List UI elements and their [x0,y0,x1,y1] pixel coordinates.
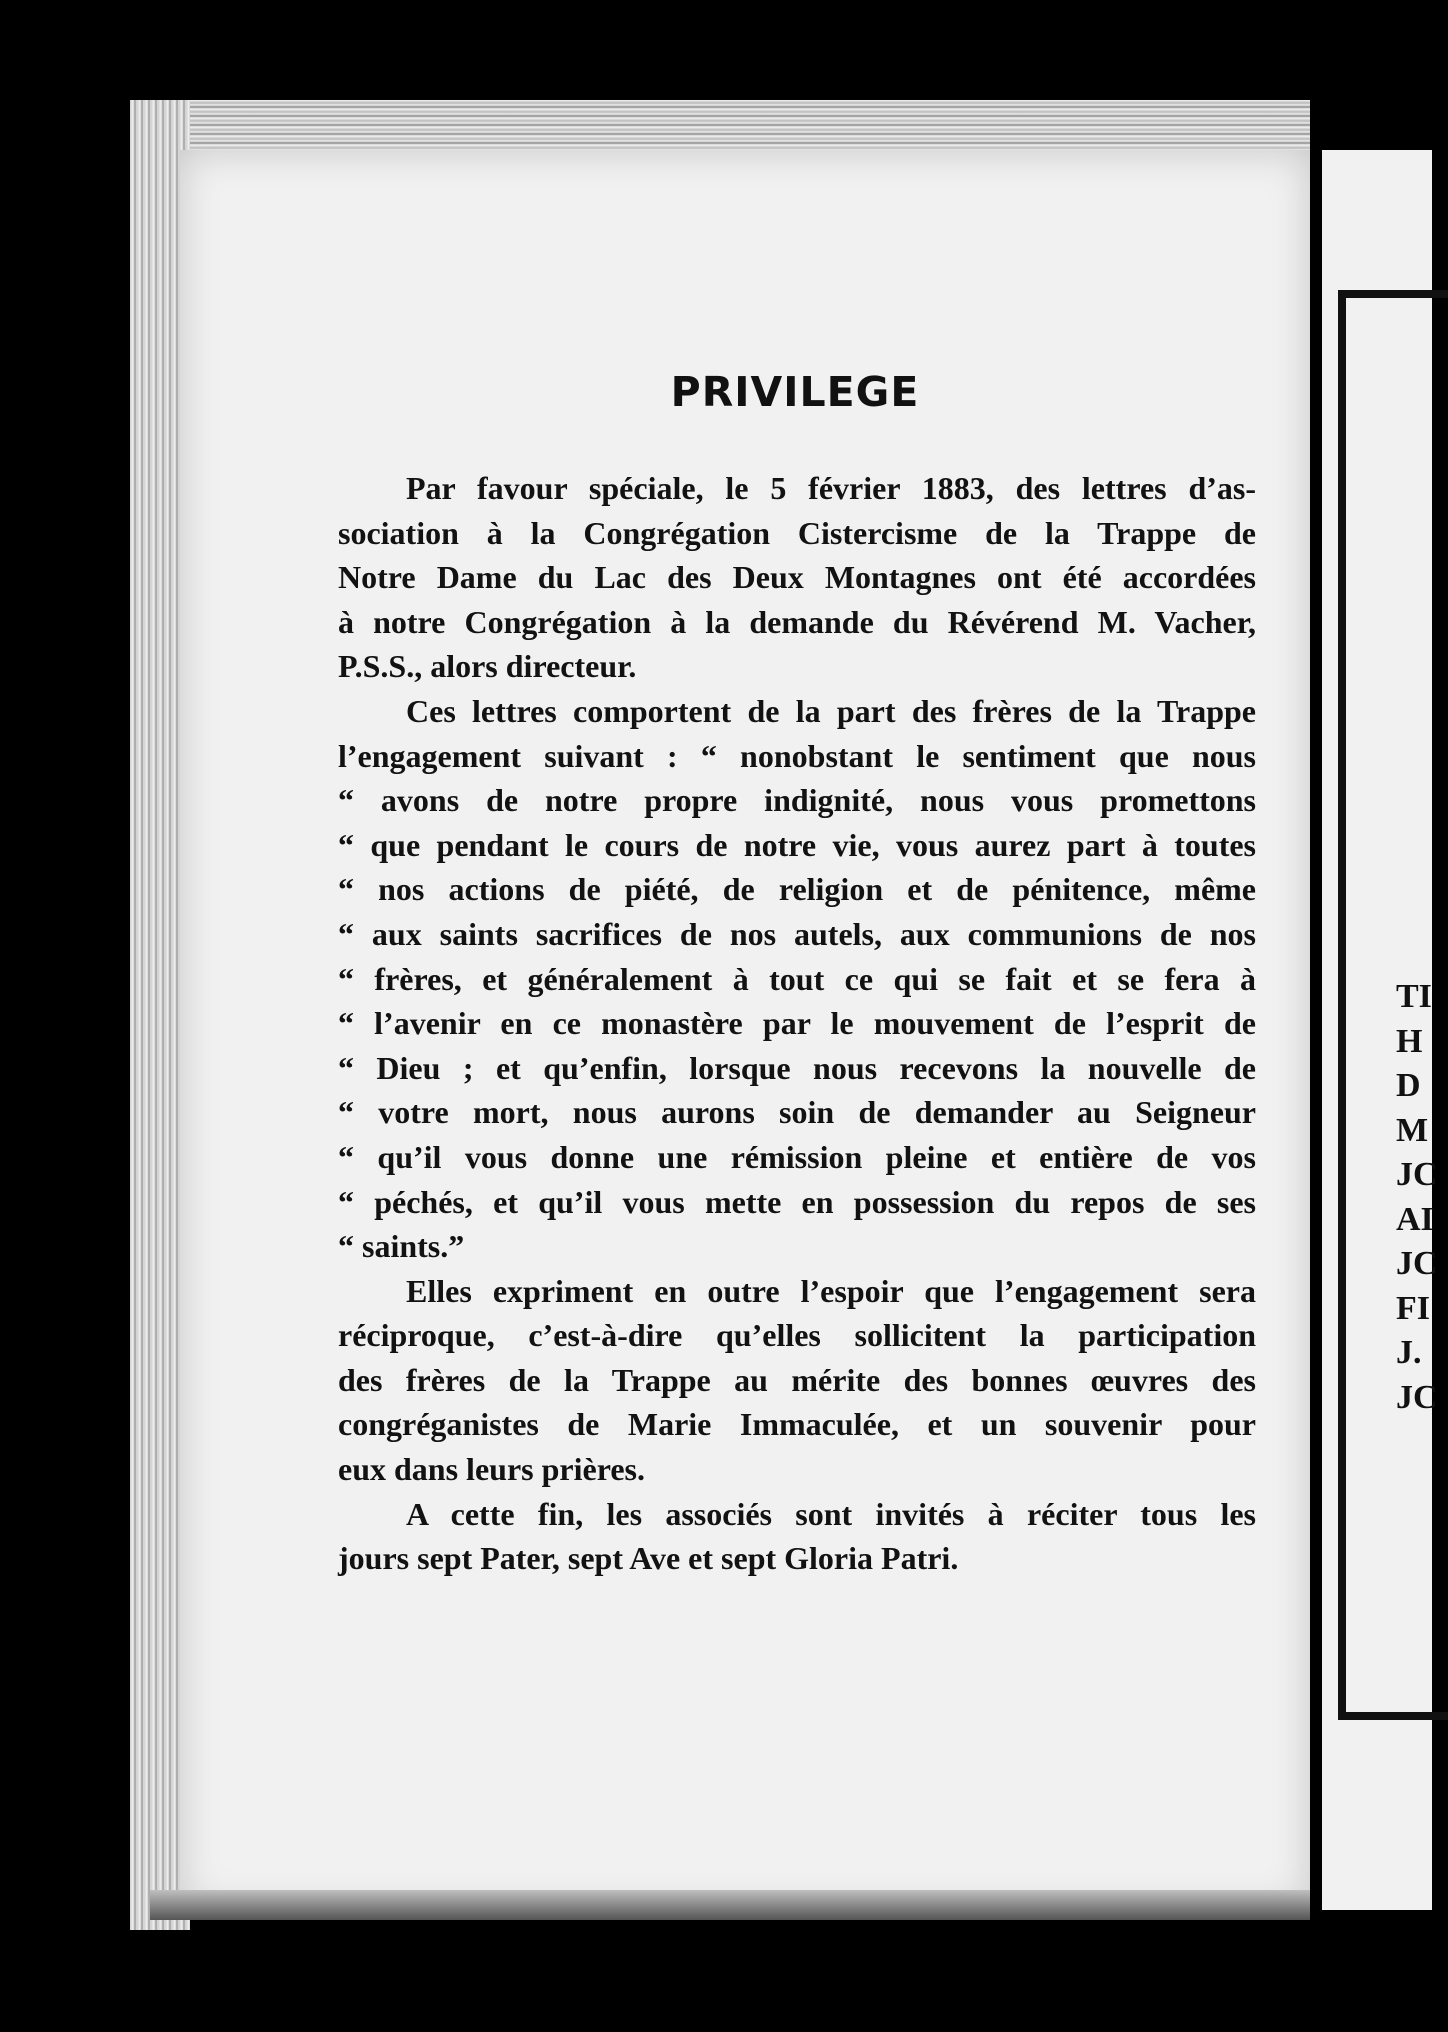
text-line: “ frères, et généralement à tout ce qui se fait et se fera à [338,960,1256,997]
text-line: “ l’avenir en ce monastère par le mouvement de l’esprit de [338,1005,1256,1042]
page-stack-top-edge [150,100,1310,155]
page-title: PRIVILEGE [670,368,920,416]
facing-fragment: JC [1396,1378,1438,1416]
text-line: Ces lettres comportent de la part des frères de la Trappe [406,692,1256,729]
text-line: “ que pendant le cours de notre vie, vous aurez part à toutes [338,826,1256,863]
facing-fragment: D [1396,1067,1421,1104]
text-line: jours sept Pater, sept Ave et sept Gloria Patri. [338,1540,959,1577]
text-line: “ Dieu ; et qu’enfin, lorsque nous recevons la nouvelle de [338,1049,1256,1086]
text-line: “ saints.” [338,1228,465,1265]
facing-fragment: J. [1396,1334,1422,1371]
text-line: eux dans leurs prières. [338,1451,645,1488]
text-line: Notre Dame du Lac des Deux Montagnes ont été accordées [338,559,1256,596]
facing-fragment: TI [1396,978,1432,1015]
text-line: “ votre mort, nous aurons soin de demander au Seigneur [338,1094,1256,1131]
text-line: “ avons de notre propre indignité, nous vous promettons [338,782,1256,819]
text-line: réciproque, c’est-à-dire qu’elles sollicitent la participation [338,1317,1256,1354]
text-line: des frères de la Trappe au mérite des bonnes œuvres des [338,1361,1256,1398]
facing-fragment: AI [1396,1200,1434,1238]
text-line: à notre Congrégation à la demande du Révérend M. Vacher, [338,603,1256,640]
text-line: congréganistes de Marie Immaculée, et un souvenir pour [338,1406,1256,1443]
text-line: “ qu’il vous donne une rémission pleine et entière de vos [338,1138,1256,1175]
facing-fragment: FI [1396,1289,1430,1327]
page-bottom-shadow [150,1890,1310,1920]
facing-fragment: JC [1396,1156,1438,1193]
document-body [338,466,1256,1581]
facing-fragment: H [1396,1022,1423,1060]
text-line: “ nos actions de piété, de religion et de pénitence, même [338,871,1256,908]
text-line: sociation à la Congrégation Cistercisme de la Trappe de [338,514,1256,551]
text-line: Elles expriment en outre l’espoir que l’engagement sera [406,1272,1256,1309]
text-line: “ péchés, et qu’il vous mette en possession du repos de ses [338,1183,1256,1220]
facing-page-fragments [1396,975,1438,1420]
text-line: l’engagement suivant : “ nonobstant le sentiment que nous [338,737,1256,774]
facing-fragment: M [1396,1111,1429,1149]
text-line: Par favour spéciale, le 5 février 1883, des lettres d’as- [406,470,1256,506]
text-line: P.S.S., alors directeur. [338,648,637,685]
text-line: “ aux saints sacrifices de nos autels, aux communions de nos [338,915,1256,952]
text-line: A cette fin, les associés sont invités à réciter tous les [406,1495,1256,1532]
facing-fragment: JC [1396,1245,1438,1282]
